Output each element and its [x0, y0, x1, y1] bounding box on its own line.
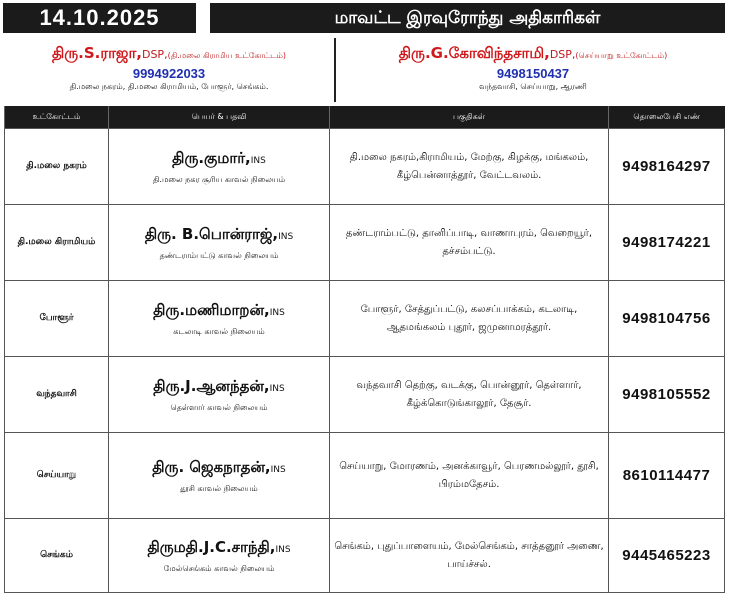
table-row — [5, 205, 725, 281]
police-station: கடலாடி காவல் நிலையம் — [173, 326, 265, 336]
table-row — [5, 433, 725, 519]
officer-subdivision: (தி.மலை கிராமிய உட்கோட்டம்) — [167, 51, 287, 60]
cell-areas: வந்தவாசி தெற்கு, வடக்கு, பொன்னூர், தெள்ளார், கீழ்க்கொடுங்காலூர், தேசூர். — [330, 357, 609, 433]
officer-rank: INS — [278, 231, 294, 242]
cell-phone[interactable]: 8610114477 — [609, 433, 725, 519]
officer-name-line — [4, 44, 334, 64]
cell-subdivision: தி.மலை கிராமியம் — [5, 205, 109, 281]
officer-areas: தி.மலை நகரம், தி.மலை கிராமியம், போளூர், செங்கம். — [69, 82, 269, 91]
police-station: தூசி காவல் நிலையம் — [180, 483, 258, 493]
officer-subdivision: (செய்யாறு உட்கோட்டம்) — [575, 51, 668, 60]
police-station: தெள்ளார் காவல் நிலையம் — [170, 402, 268, 412]
officer-rank: INS — [269, 383, 285, 394]
cell-areas: செங்கம், புதுப்பாளையம், மேல்செங்கம், சாத்தனூர் அணை, பாய்ச்சல். — [330, 519, 609, 593]
cell-areas: போளூர், சேத்துப்பட்டு, கலசப்பாக்கம், கடலாடி, ஆதமங்கலம் புதூர், ஜமுனாமரத்தூர். — [330, 281, 609, 357]
cell-subdivision: செய்யாறு — [5, 433, 109, 519]
cell-subdivision: வந்தவாசி — [5, 357, 109, 433]
table-row — [5, 519, 725, 593]
officer-name: திரு. ஜெகநாதன், — [152, 457, 271, 476]
officer-areas: வந்தவாசி, செய்யாறு, ஆரணி — [479, 82, 587, 91]
column-header-areas: பகுதிகள் — [330, 106, 609, 129]
officer-rank: INS — [275, 544, 291, 555]
cell-subdivision: தி.மலை நகரம் — [5, 129, 109, 205]
officer-name: திரு.S.ராஜா, — [51, 44, 142, 62]
table-row — [5, 129, 725, 205]
cell-phone[interactable]: 9498104756 — [609, 281, 725, 357]
cell-areas: செய்யாறு, மோரணம், அனக்காவூர், பெரணமல்லூர், தூசி, பிரம்மதேசம். — [330, 433, 609, 519]
officer-name: திரு. B.பொன்ராஜ், — [144, 224, 279, 243]
cell-areas: தி.மலை நகரம்,கிராமியம், மேற்கு, கிழக்கு, மங்கலம், கீழ்பென்னாத்தூர், வேட்டவலம். — [330, 129, 609, 205]
officer-phone[interactable]: 9498150437 — [496, 66, 570, 81]
cell-subdivision: போளூர் — [5, 281, 109, 357]
officer-name-line — [340, 44, 726, 64]
officer-name: திரு.குமார், — [172, 148, 251, 167]
cell-name-position — [109, 281, 330, 357]
officer-rank: DSP, — [549, 48, 576, 61]
officer-rank: DSP, — [141, 48, 168, 61]
officer-name: திரு.G.கோவிந்தசாமி, — [398, 44, 550, 62]
officer-name: திருமதி.J.C.சாந்தி, — [147, 537, 276, 556]
officer-rank: INS — [270, 464, 286, 475]
header-bar — [0, 0, 730, 36]
officer-name: திரு.J.ஆனந்தன், — [153, 376, 270, 395]
officer-rank: INS — [250, 155, 266, 166]
cell-name-position — [109, 129, 330, 205]
officer-name: திரு.மணிமாறன், — [153, 300, 270, 319]
cell-areas: தண்டராம்பட்டு, தானிப்பாடி, வாணாபுரம், வெறையூர், தச்சம்பட்டு. — [330, 205, 609, 281]
police-station: தண்டராம்பட்டு காவல் நிலையம் — [159, 250, 279, 260]
officer-phone[interactable]: 9994922033 — [132, 66, 206, 81]
police-station: மேல்செங்கம் காவல் நிலையம் — [163, 563, 275, 573]
column-header-phone: தொலைபேசி எண் — [609, 106, 725, 129]
table-header-row — [5, 106, 725, 129]
officer-card-2 — [340, 38, 726, 102]
patrol-table — [4, 106, 725, 593]
cell-phone[interactable]: 9498164297 — [609, 129, 725, 205]
officer-rank: INS — [269, 307, 285, 318]
cell-phone[interactable]: 9445465223 — [609, 519, 725, 593]
cell-phone[interactable]: 9498105552 — [609, 357, 725, 433]
supervising-officers — [0, 38, 730, 104]
cell-subdivision: செங்கம் — [5, 519, 109, 593]
cell-name-position — [109, 519, 330, 593]
date-label: 14.10.2025 — [3, 3, 196, 33]
officer-card-1 — [4, 38, 336, 102]
cell-name-position — [109, 205, 330, 281]
table-row — [5, 357, 725, 433]
cell-name-position — [109, 357, 330, 433]
cell-phone[interactable]: 9498174221 — [609, 205, 725, 281]
table-row — [5, 281, 725, 357]
column-header-subdivision: உட்கோட்டம் — [5, 106, 109, 129]
column-header-name-position: பெயர் & பதவி — [109, 106, 330, 129]
cell-name-position — [109, 433, 330, 519]
page-title: மாவட்ட இரவுரோந்து அதிகாரிகள் — [210, 3, 725, 33]
police-station: தி.மலை நகர சூரிய காவல் நிலையம் — [152, 174, 286, 184]
